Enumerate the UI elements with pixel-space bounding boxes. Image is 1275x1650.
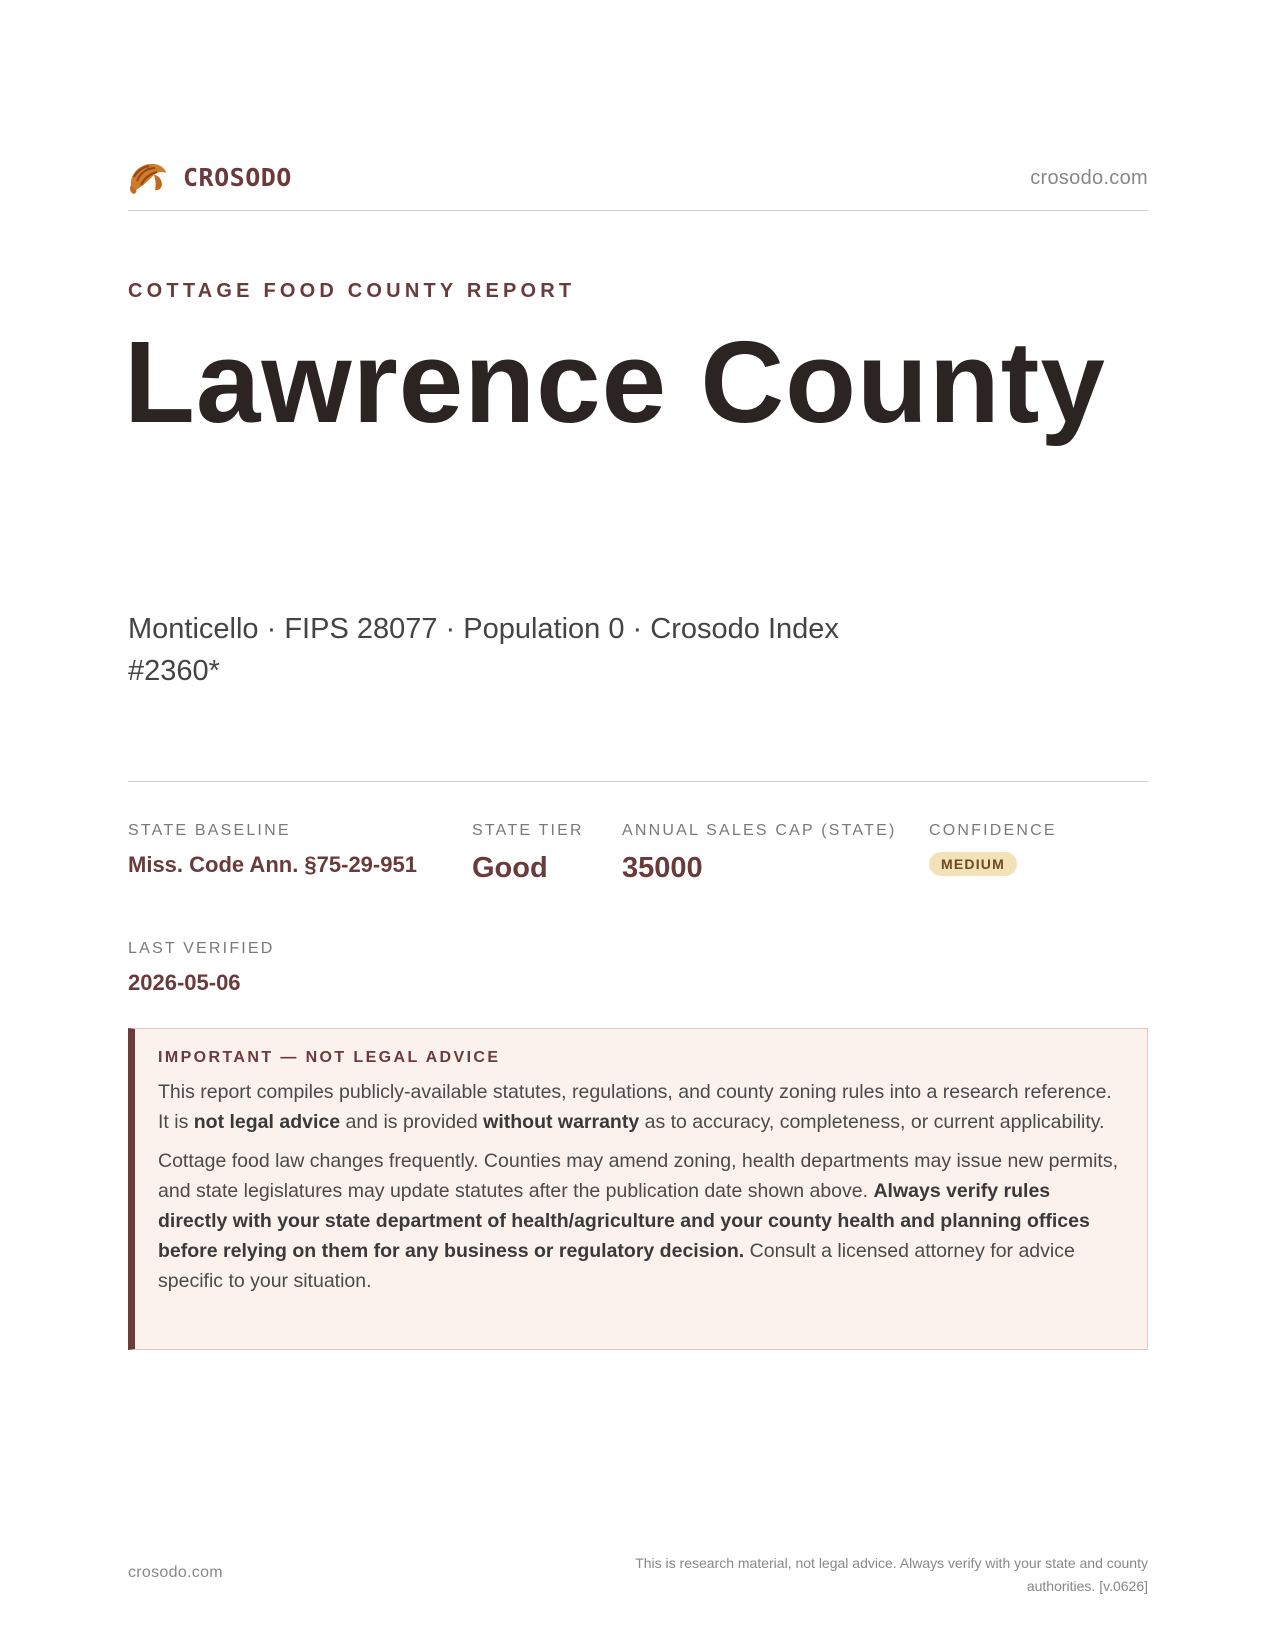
- notice-paragraph-1: [158, 1077, 1123, 1137]
- notice-emphasis: Always verify rules directly with your state department of health/agriculture and your county health and planning offices before relying on them for any business or regulatory decision.: [158, 1180, 1090, 1262]
- stat-last-verified: [128, 940, 275, 996]
- county-meta: Monticello · FIPS 28077 · Population 0 · Crosodo Index #2360*: [128, 613, 839, 687]
- notice-text: This report compiles publicly-available statutes, regulations, and county zoning rules into a research reference. It is: [158, 1081, 1112, 1133]
- section-divider: [128, 781, 1148, 782]
- croissant-icon: [128, 158, 168, 196]
- report-page: [124, 0, 1148, 1650]
- notice-paragraph-2: [158, 1146, 1123, 1296]
- notice-text: as to accuracy, completeness, or current applicability.: [639, 1111, 1105, 1133]
- stat-label: CONFIDENCE: [929, 822, 1057, 839]
- stat-annual-sales-cap: [622, 822, 897, 885]
- stat-label: ANNUAL SALES CAP (STATE): [622, 822, 897, 839]
- brand[interactable]: [128, 158, 292, 196]
- notice-text: Cottage food law changes frequently. Counties may amend zoning, health departments may issue new permits, and state legislatures may update statutes after the publication date shown above.: [158, 1150, 1118, 1202]
- stat-state-baseline: [128, 822, 417, 878]
- stat-value: Good: [472, 852, 548, 884]
- stat-label: LAST VERIFIED: [128, 940, 275, 957]
- stat-label: STATE BASELINE: [128, 822, 291, 839]
- site-link[interactable]: crosodo.com: [1030, 167, 1148, 189]
- notice-text: Consult a licensed attorney for advice specific to your situation.: [158, 1240, 1075, 1292]
- brand-name: CROSODO: [183, 162, 292, 192]
- stat-label: STATE TIER: [472, 822, 584, 839]
- stat-value: 2026-05-06: [128, 970, 241, 995]
- stat-confidence: [929, 822, 1057, 876]
- stat-value: 35000: [622, 852, 703, 884]
- notice-emphasis: not legal advice: [193, 1111, 341, 1133]
- notice-text: and is provided: [340, 1111, 484, 1133]
- legal-notice: [128, 1028, 1148, 1350]
- footer-site-link[interactable]: crosodo.com: [128, 1564, 223, 1581]
- report-eyebrow: COTTAGE FOOD COUNTY REPORT: [128, 280, 576, 302]
- stat-value: Miss. Code Ann. §75-29-951: [128, 852, 417, 877]
- notice-title: IMPORTANT — NOT LEGAL ADVICE: [158, 1049, 501, 1066]
- page-title: Lawrence County: [124, 317, 1106, 447]
- brand-header: [128, 158, 1148, 211]
- stat-state-tier: [472, 822, 584, 885]
- notice-emphasis: without warranty: [483, 1111, 640, 1133]
- footer-disclaimer: This is research material, not legal advice. Always verify with your state and county authorities. [v.0626]: [635, 1555, 1148, 1594]
- confidence-badge: MEDIUM: [929, 852, 1017, 876]
